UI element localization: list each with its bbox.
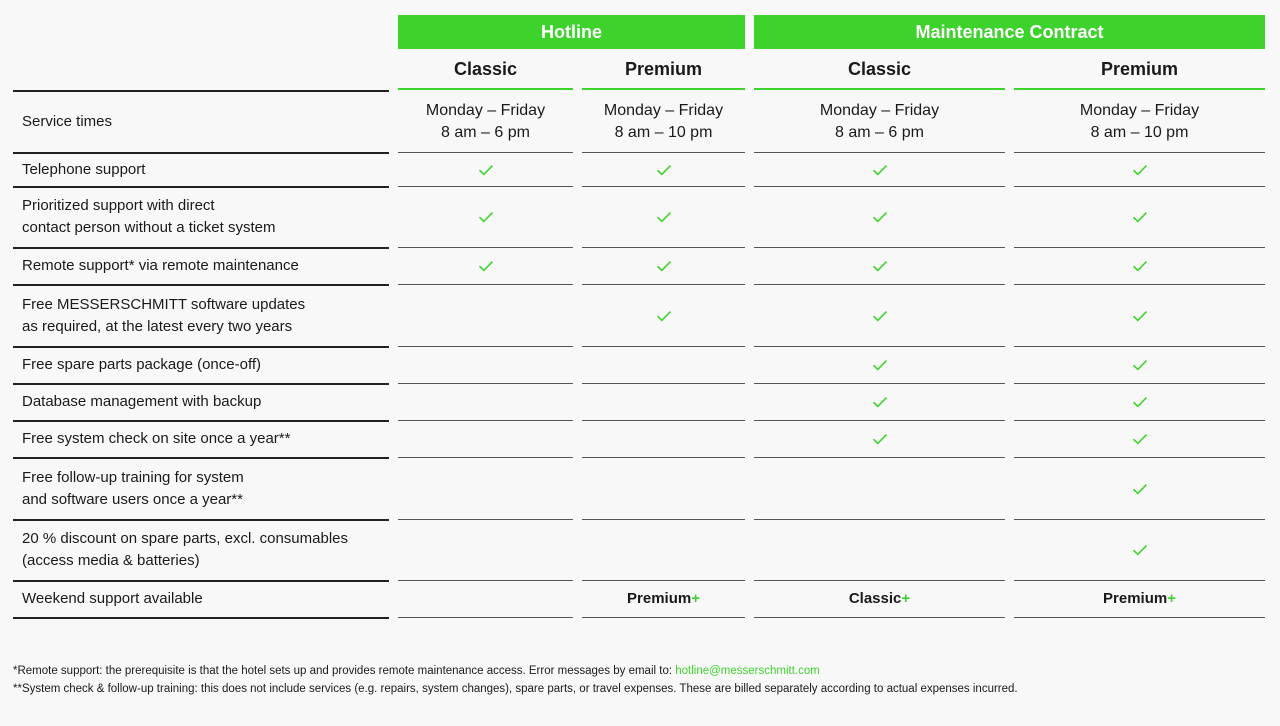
- column-header: Classic: [398, 56, 573, 90]
- row-label: [22, 285, 392, 346]
- row-divider: [754, 617, 1005, 618]
- table-cell: [582, 347, 745, 383]
- check-icon: [478, 164, 494, 176]
- row-label: [22, 384, 392, 420]
- footnote-text: *Remote support: the prerequisite is that the hotel sets up and provides remote maintenance access. Error messages by email to:: [13, 665, 676, 677]
- row-label: [22, 458, 392, 519]
- group-header: Hotline: [398, 15, 745, 49]
- table-cell: [1014, 153, 1265, 186]
- table-cell: [754, 421, 1005, 457]
- check-icon: [872, 211, 888, 223]
- table-cell: [1014, 91, 1265, 152]
- footnote-system-check: [13, 680, 1018, 698]
- service-time-text: Monday – Friday 8 am – 10 pm: [1079, 101, 1200, 141]
- row-label-text: 20 % discount on spare parts, excl. consumables (access media & batteries): [22, 530, 349, 569]
- table-cell: [1014, 421, 1265, 457]
- table-cell: [398, 458, 573, 519]
- check-icon: [478, 260, 494, 272]
- row-label-text: Database management with backup: [22, 393, 262, 410]
- table-cell: [1014, 187, 1265, 247]
- plus-icon: +: [691, 590, 700, 607]
- table-cell: [1014, 347, 1265, 383]
- column-header: Classic: [754, 56, 1005, 90]
- table-cell: [582, 187, 745, 247]
- table-cell: [754, 285, 1005, 346]
- table-cell: [754, 347, 1005, 383]
- service-time-text: Monday – Friday 8 am – 10 pm: [603, 101, 724, 141]
- table-cell: [398, 91, 573, 152]
- check-icon: [1132, 483, 1148, 495]
- table-cell: [1014, 581, 1265, 617]
- check-icon: [656, 211, 672, 223]
- row-divider: [398, 617, 573, 618]
- check-icon: [872, 433, 888, 445]
- row-label-text: Free MESSERSCHMITT software updates as required, at the latest every two years: [22, 295, 306, 335]
- check-icon: [1132, 396, 1148, 408]
- table-cell: [582, 458, 745, 519]
- hotline-email-link[interactable]: hotline@messerschmitt.com: [675, 665, 820, 677]
- footnote-remote-support: [13, 662, 820, 680]
- table-cell: [1014, 458, 1265, 519]
- plus-icon: +: [1167, 590, 1176, 607]
- check-icon: [872, 260, 888, 272]
- table-cell: [582, 384, 745, 420]
- table-cell: [582, 91, 745, 152]
- row-divider: [582, 617, 745, 618]
- table-cell: [582, 153, 745, 186]
- check-icon: [1132, 211, 1148, 223]
- table-cell: [582, 421, 745, 457]
- check-icon: [1132, 164, 1148, 176]
- row-divider: [13, 617, 389, 619]
- check-icon: [872, 396, 888, 408]
- row-label: [22, 153, 392, 186]
- check-icon: [1132, 310, 1148, 322]
- table-cell: [582, 520, 745, 580]
- group-header: Maintenance Contract: [754, 15, 1265, 49]
- table-cell: [1014, 520, 1265, 580]
- table-cell: [754, 581, 1005, 617]
- table-cell: [754, 384, 1005, 420]
- table-cell: [582, 285, 745, 346]
- row-label-text: Weekend support available: [22, 590, 203, 607]
- table-cell: [1014, 285, 1265, 346]
- row-label: [22, 421, 392, 457]
- row-label-text: Free system check on site once a year**: [22, 430, 291, 447]
- table-cell: [754, 458, 1005, 519]
- check-icon: [656, 260, 672, 272]
- row-label: [22, 581, 392, 617]
- weekend-tier-text: Premium: [1103, 590, 1168, 607]
- service-time-text: Monday – Friday 8 am – 6 pm: [425, 101, 546, 141]
- table-cell: [398, 248, 573, 284]
- check-icon: [872, 359, 888, 371]
- table-cell: [398, 421, 573, 457]
- table-cell: [754, 187, 1005, 247]
- table-cell: [398, 285, 573, 346]
- column-header: Premium: [1014, 56, 1265, 90]
- footnote-text: **System check & follow-up training: this does not include services (e.g. repairs, system changes), spare parts, or travel expenses. These are billed separately according to actual expenses incurred.: [13, 683, 1018, 695]
- row-label: [22, 91, 392, 152]
- row-label-text: Free spare parts package (once-off): [22, 356, 262, 373]
- row-label: [22, 520, 392, 580]
- row-label: [22, 347, 392, 383]
- check-icon: [478, 211, 494, 223]
- check-icon: [1132, 433, 1148, 445]
- table-cell: [1014, 248, 1265, 284]
- row-label: [22, 187, 392, 247]
- table-cell: [398, 520, 573, 580]
- table-cell: [398, 153, 573, 186]
- weekend-tier-text: Premium: [627, 590, 692, 607]
- plus-icon: +: [901, 590, 911, 607]
- row-label-text: Service times: [22, 112, 113, 130]
- check-icon: [872, 164, 888, 176]
- table-cell: [582, 248, 745, 284]
- row-label-text: Prioritized support with direct contact person without a ticket system: [22, 197, 276, 236]
- row-label-text: Telephone support: [22, 160, 146, 178]
- check-icon: [1132, 544, 1148, 556]
- table-cell: [754, 248, 1005, 284]
- table-cell: [754, 520, 1005, 580]
- row-label: [22, 248, 392, 284]
- table-cell: [398, 384, 573, 420]
- table-cell: [754, 153, 1005, 186]
- check-icon: [872, 310, 888, 322]
- service-time-text: Monday – Friday 8 am – 6 pm: [819, 101, 940, 141]
- weekend-tier-text: Classic: [848, 590, 902, 607]
- table-cell: [1014, 384, 1265, 420]
- column-header: Premium: [582, 56, 745, 90]
- table-cell: [398, 347, 573, 383]
- check-icon: [1132, 359, 1148, 371]
- table-cell: [398, 187, 573, 247]
- check-icon: [656, 310, 672, 322]
- row-label-text: Remote support* via remote maintenance: [22, 257, 299, 274]
- check-icon: [1132, 260, 1148, 272]
- table-cell: [582, 581, 745, 617]
- row-label-text: Free follow-up training for system and software users once a year**: [22, 468, 244, 508]
- check-icon: [656, 164, 672, 176]
- row-divider: [1014, 617, 1265, 618]
- table-cell: [398, 581, 573, 617]
- table-cell: [754, 91, 1005, 152]
